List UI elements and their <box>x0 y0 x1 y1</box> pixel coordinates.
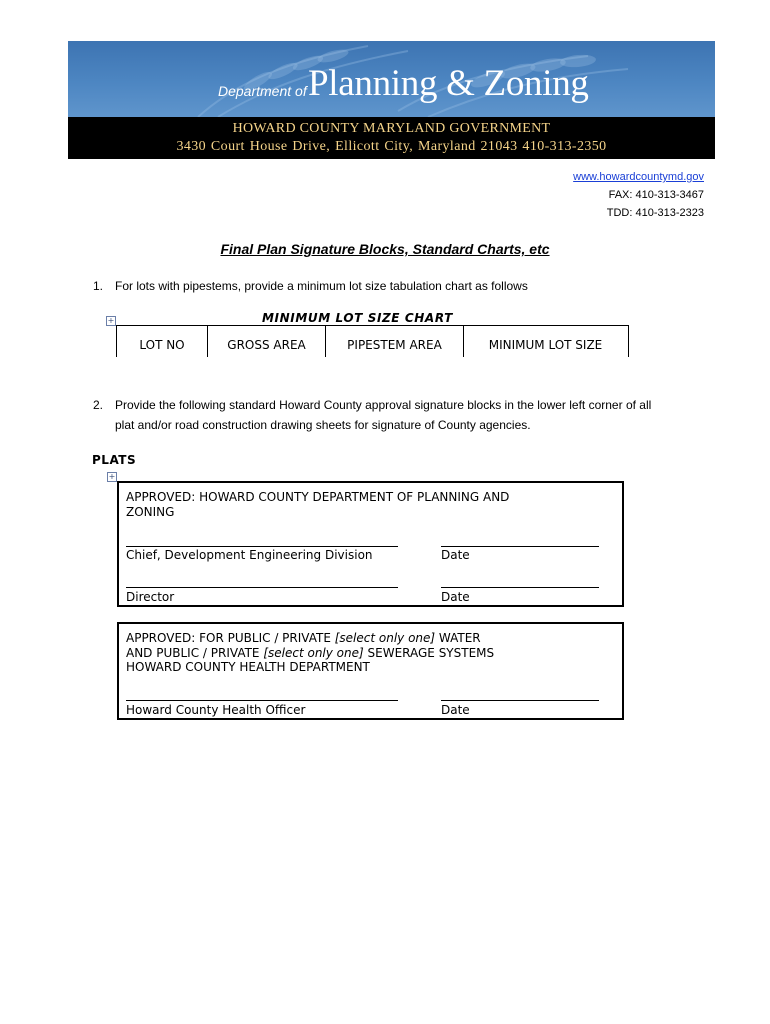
approval-heading-line-2: ZONING <box>126 505 175 519</box>
approval-heading-line-1: APPROVED: HOWARD COUNTY DEPARTMENT OF PLANNING AND <box>126 490 510 504</box>
government-name: HOWARD COUNTY MARYLAND GOVERNMENT <box>232 121 551 136</box>
column-header-minimum-lot-size: MINIMUM LOT SIZE <box>488 338 603 352</box>
health-officer-signature-label: Howard County Health Officer <box>126 703 306 717</box>
item-2-text-line-1: Provide the following standard Howard County approval signature blocks in the lower left corner of all <box>115 398 652 412</box>
health-officer-date-label: Date <box>441 703 470 717</box>
office-address: 3430 Court House Drive, Ellicott City, Maryland 21043 410-313-2350 <box>176 139 607 154</box>
website-link[interactable]: www.howardcountymd.gov <box>573 171 704 183</box>
item-2-text-line-2: plat and/or road construction drawing sheets for signature of County agencies. <box>115 418 531 432</box>
item-1-number: 1. <box>93 279 104 293</box>
tdd-number: TDD: 410-313-2323 <box>606 207 704 219</box>
date-line <box>441 587 599 588</box>
header-address-bar <box>68 117 715 159</box>
document-title: Final Plan Signature Blocks, Standard Charts, etc <box>220 241 550 257</box>
table-move-handle-icon[interactable]: + <box>107 316 115 325</box>
health-approval-block <box>117 622 624 720</box>
date-line <box>441 546 599 547</box>
chief-signature-label: Chief, Development Engineering Division <box>126 548 373 562</box>
department-prefix: Department of <box>218 83 307 99</box>
lot-chart-title: MINIMUM LOT SIZE CHART <box>262 311 453 325</box>
signature-line <box>126 546 398 547</box>
health-heading-line-2: AND PUBLIC / PRIVATE [select only one] SEWERAGE SYSTEMS <box>126 646 495 660</box>
health-heading-line-3: HOWARD COUNTY HEALTH DEPARTMENT <box>126 660 370 674</box>
director-signature-label: Director <box>126 590 175 604</box>
item-1-text: For lots with pipestems, provide a minimum lot size tabulation chart as follows <box>115 279 528 293</box>
fax-number: FAX: 410-313-3467 <box>608 189 704 201</box>
signature-line <box>126 587 398 588</box>
item-2-number: 2. <box>93 398 104 412</box>
column-header-gross-area: GROSS AREA <box>208 326 326 357</box>
plats-heading: PLATS <box>92 453 137 467</box>
minimum-lot-size-table <box>116 325 629 357</box>
column-header-pipestem-area: PIPESTEM AREA <box>326 326 464 357</box>
signature-line <box>126 700 398 701</box>
column-header-lot-no: LOT NO <box>117 326 208 357</box>
director-date-label: Date <box>441 590 470 604</box>
planning-approval-block <box>117 481 624 607</box>
health-heading-line-1: APPROVED: FOR PUBLIC / PRIVATE [select only one] WATER <box>126 631 481 645</box>
table-move-handle-icon[interactable]: + <box>108 472 116 481</box>
chief-date-label: Date <box>441 548 470 562</box>
department-name: Planning & Zoning <box>308 63 589 104</box>
date-line <box>441 700 599 701</box>
